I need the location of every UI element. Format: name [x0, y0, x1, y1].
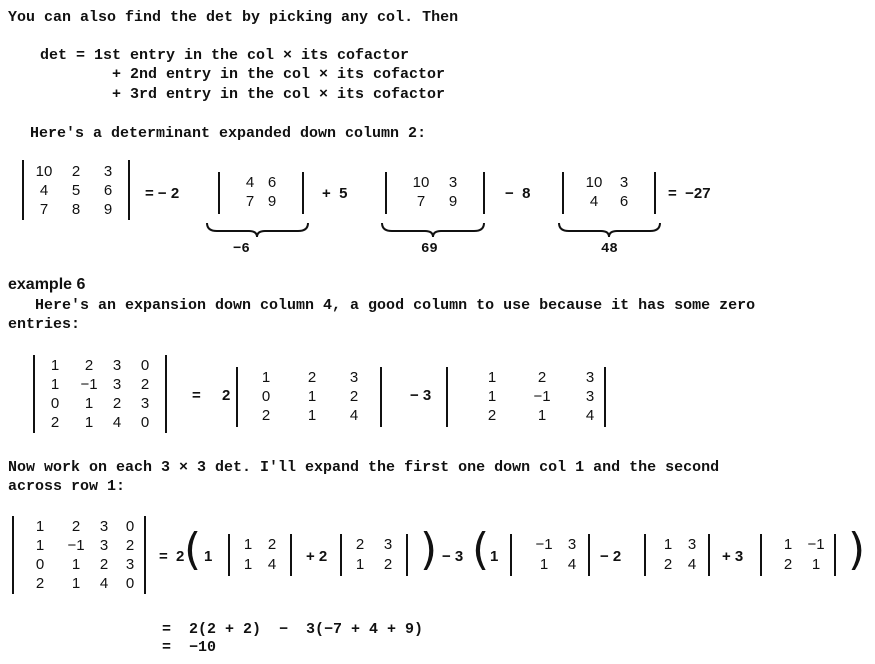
matrix-cell: −1 — [80, 376, 98, 393]
matrix-cell: 2 — [383, 556, 393, 573]
matrix-cell: 9 — [267, 193, 277, 210]
brace-value-3: 48 — [601, 241, 618, 257]
matrix-cell: 1 — [71, 556, 81, 573]
matrix-cell: 1 — [663, 536, 673, 553]
matrix-cell: 4 — [245, 174, 255, 191]
matrix-cell: 8 — [71, 201, 81, 218]
matrix-cell: 4 — [112, 414, 122, 431]
matrix-cell: 1 — [537, 407, 547, 424]
minor-b — [446, 367, 606, 427]
matrix-cell: 7 — [245, 193, 255, 210]
matrix-cell: 2 — [99, 556, 109, 573]
matrix-cell: 3 — [619, 174, 629, 191]
formula-line-1: det = 1st entry in the col × its cofactor — [40, 47, 410, 64]
matrix-cell: 1 — [50, 357, 60, 374]
matrix-cell: 0 — [125, 575, 135, 592]
matrix-cell: 4 — [585, 407, 595, 424]
matrix-cell: 3 — [383, 536, 393, 553]
matrix-cell: 2 — [355, 536, 365, 553]
underbrace-2 — [380, 222, 486, 238]
matrix-cell: 4 — [589, 193, 599, 210]
brace-value-1: −6 — [233, 241, 250, 257]
matrix-cell: 1 — [307, 407, 317, 424]
matrix-cell: 3 — [349, 369, 359, 386]
minor-small-4 — [644, 534, 710, 576]
intro-line: You can also find the det by picking any col. Then — [8, 9, 459, 26]
operator: + 3 — [722, 548, 744, 565]
minor-2 — [385, 172, 485, 214]
matrix-cell: 9 — [103, 201, 113, 218]
right-paren: ) — [420, 524, 438, 575]
matrix-cell: 0 — [35, 556, 45, 573]
matrix-cell: 2 — [783, 556, 793, 573]
matrix-cell: 5 — [71, 182, 81, 199]
minor-small-3 — [510, 534, 590, 576]
final-line-2: = −10 — [162, 639, 217, 656]
matrix-cell: 0 — [125, 518, 135, 535]
matrix-cell: 7 — [39, 201, 49, 218]
matrix-cell: 3 — [567, 536, 577, 553]
expanded-caption: Here's a determinant expanded down column 2: — [30, 125, 427, 142]
underbrace-1 — [205, 222, 310, 238]
matrix-cell: 6 — [103, 182, 113, 199]
matrix-cell: 7 — [416, 193, 426, 210]
matrix-cell: 3 — [140, 395, 150, 412]
matrix-cell: 6 — [267, 174, 277, 191]
operator: = — [192, 387, 201, 404]
matrix-cell: 2 — [112, 395, 122, 412]
final-line-1: = 2(2 + 2) − 3(−7 + 4 + 9) — [162, 621, 424, 638]
matrix-cell: 6 — [619, 193, 629, 210]
matrix-cell: 4 — [687, 556, 697, 573]
operator: + 2 — [306, 548, 328, 565]
matrix-cell: 2 — [140, 376, 150, 393]
matrix-cell: 3 — [103, 163, 113, 180]
matrix-cell: 3 — [687, 536, 697, 553]
matrix-cell: 3 — [585, 388, 595, 405]
matrix-cell: 1 — [35, 537, 45, 554]
matrix-cell: 1 — [261, 369, 271, 386]
matrix-cell: 2 — [349, 388, 359, 405]
matrix-cell: 0 — [261, 388, 271, 405]
matrix-cell: −1 — [807, 536, 825, 553]
matrix-cell: 9 — [448, 193, 458, 210]
matrix-cell: 0 — [50, 395, 60, 412]
matrix-cell: 3 — [99, 537, 109, 554]
matrix-cell: 1 — [783, 536, 793, 553]
coefficient: 2 — [176, 548, 185, 565]
matrix-cell: 10 — [412, 174, 430, 191]
operator: + 5 — [322, 185, 348, 202]
operator: − 3 — [442, 548, 464, 565]
matrix-cell: 4 — [349, 407, 359, 424]
formula-line-2: + 2nd entry in the col × its cofactor — [112, 66, 446, 83]
underbrace-3 — [557, 222, 662, 238]
matrix-cell: 1 — [307, 388, 317, 405]
matrix-cell: 1 — [243, 556, 253, 573]
matrix-cell: 3 — [112, 357, 122, 374]
matrix-cell: 2 — [71, 163, 81, 180]
matrix-cell: 1 — [84, 395, 94, 412]
work-line-2: across row 1: — [8, 478, 126, 495]
matrix-cell: 10 — [35, 163, 53, 180]
matrix-cell: −1 — [67, 537, 85, 554]
matrix-cell: 2 — [261, 407, 271, 424]
operator: − 2 — [600, 548, 622, 565]
minor-a — [236, 367, 382, 427]
matrix-cell: 0 — [140, 414, 150, 431]
matrix-cell: 1 — [84, 414, 94, 431]
matrix-cell: 2 — [487, 407, 497, 424]
matrix-cell: −1 — [533, 388, 551, 405]
matrix-cell: 2 — [50, 414, 60, 431]
matrix-cell: 1 — [487, 388, 497, 405]
matrix-cell: 2 — [71, 518, 81, 535]
matrix-cell: −1 — [535, 536, 553, 553]
matrix-cell: 4 — [39, 182, 49, 199]
matrix-cell: 3 — [112, 376, 122, 393]
matrix-cell: 1 — [487, 369, 497, 386]
matrix-cell: 1 — [243, 536, 253, 553]
minor-small-5 — [760, 534, 836, 576]
result: = −27 — [668, 185, 711, 202]
matrix-cell: 1 — [50, 376, 60, 393]
det-3x3-original — [22, 160, 130, 220]
coefficient: 1 — [204, 548, 213, 565]
matrix-cell: 2 — [267, 536, 277, 553]
operator: = − 2 — [145, 185, 180, 202]
det-4x4-repeat — [12, 516, 146, 594]
matrix-cell: 2 — [35, 575, 45, 592]
brace-value-2: 69 — [421, 241, 438, 257]
matrix-cell: 3 — [125, 556, 135, 573]
formula-line-3: + 3rd entry in the col × its cofactor — [112, 86, 446, 103]
matrix-cell: 0 — [140, 357, 150, 374]
matrix-cell: 1 — [539, 556, 549, 573]
coefficient: 2 — [222, 387, 231, 404]
left-paren: ( — [472, 524, 490, 575]
minor-3 — [562, 172, 656, 214]
matrix-cell: 1 — [355, 556, 365, 573]
matrix-cell: 2 — [84, 357, 94, 374]
operator: − 3 — [410, 387, 432, 404]
matrix-cell: 3 — [448, 174, 458, 191]
matrix-cell: 1 — [35, 518, 45, 535]
matrix-cell: 10 — [585, 174, 603, 191]
operator: = — [159, 548, 168, 565]
matrix-cell: 4 — [567, 556, 577, 573]
work-line-1: Now work on each 3 × 3 det. I'll expand the first one down col 1 and the second — [8, 459, 720, 476]
matrix-cell: 4 — [267, 556, 277, 573]
matrix-cell: 3 — [585, 369, 595, 386]
right-paren: ) — [848, 524, 866, 575]
matrix-cell: 2 — [663, 556, 673, 573]
left-paren: ( — [184, 524, 202, 575]
operator: − 8 — [505, 185, 531, 202]
matrix-cell: 2 — [307, 369, 317, 386]
matrix-cell: 1 — [811, 556, 821, 573]
example-description-2: entries: — [8, 316, 81, 333]
coefficient: 1 — [490, 548, 499, 565]
minor-small-1 — [228, 534, 292, 576]
example-description-1: Here's an expansion down column 4, a good column to use because it has some zero — [8, 297, 756, 314]
matrix-cell: 2 — [537, 369, 547, 386]
minor-1 — [218, 172, 304, 214]
matrix-cell: 4 — [99, 575, 109, 592]
det-4x4 — [33, 355, 167, 433]
matrix-cell: 3 — [99, 518, 109, 535]
matrix-cell: 1 — [71, 575, 81, 592]
example-heading: example 6 — [8, 276, 86, 293]
minor-small-2 — [340, 534, 408, 576]
matrix-cell: 2 — [125, 537, 135, 554]
